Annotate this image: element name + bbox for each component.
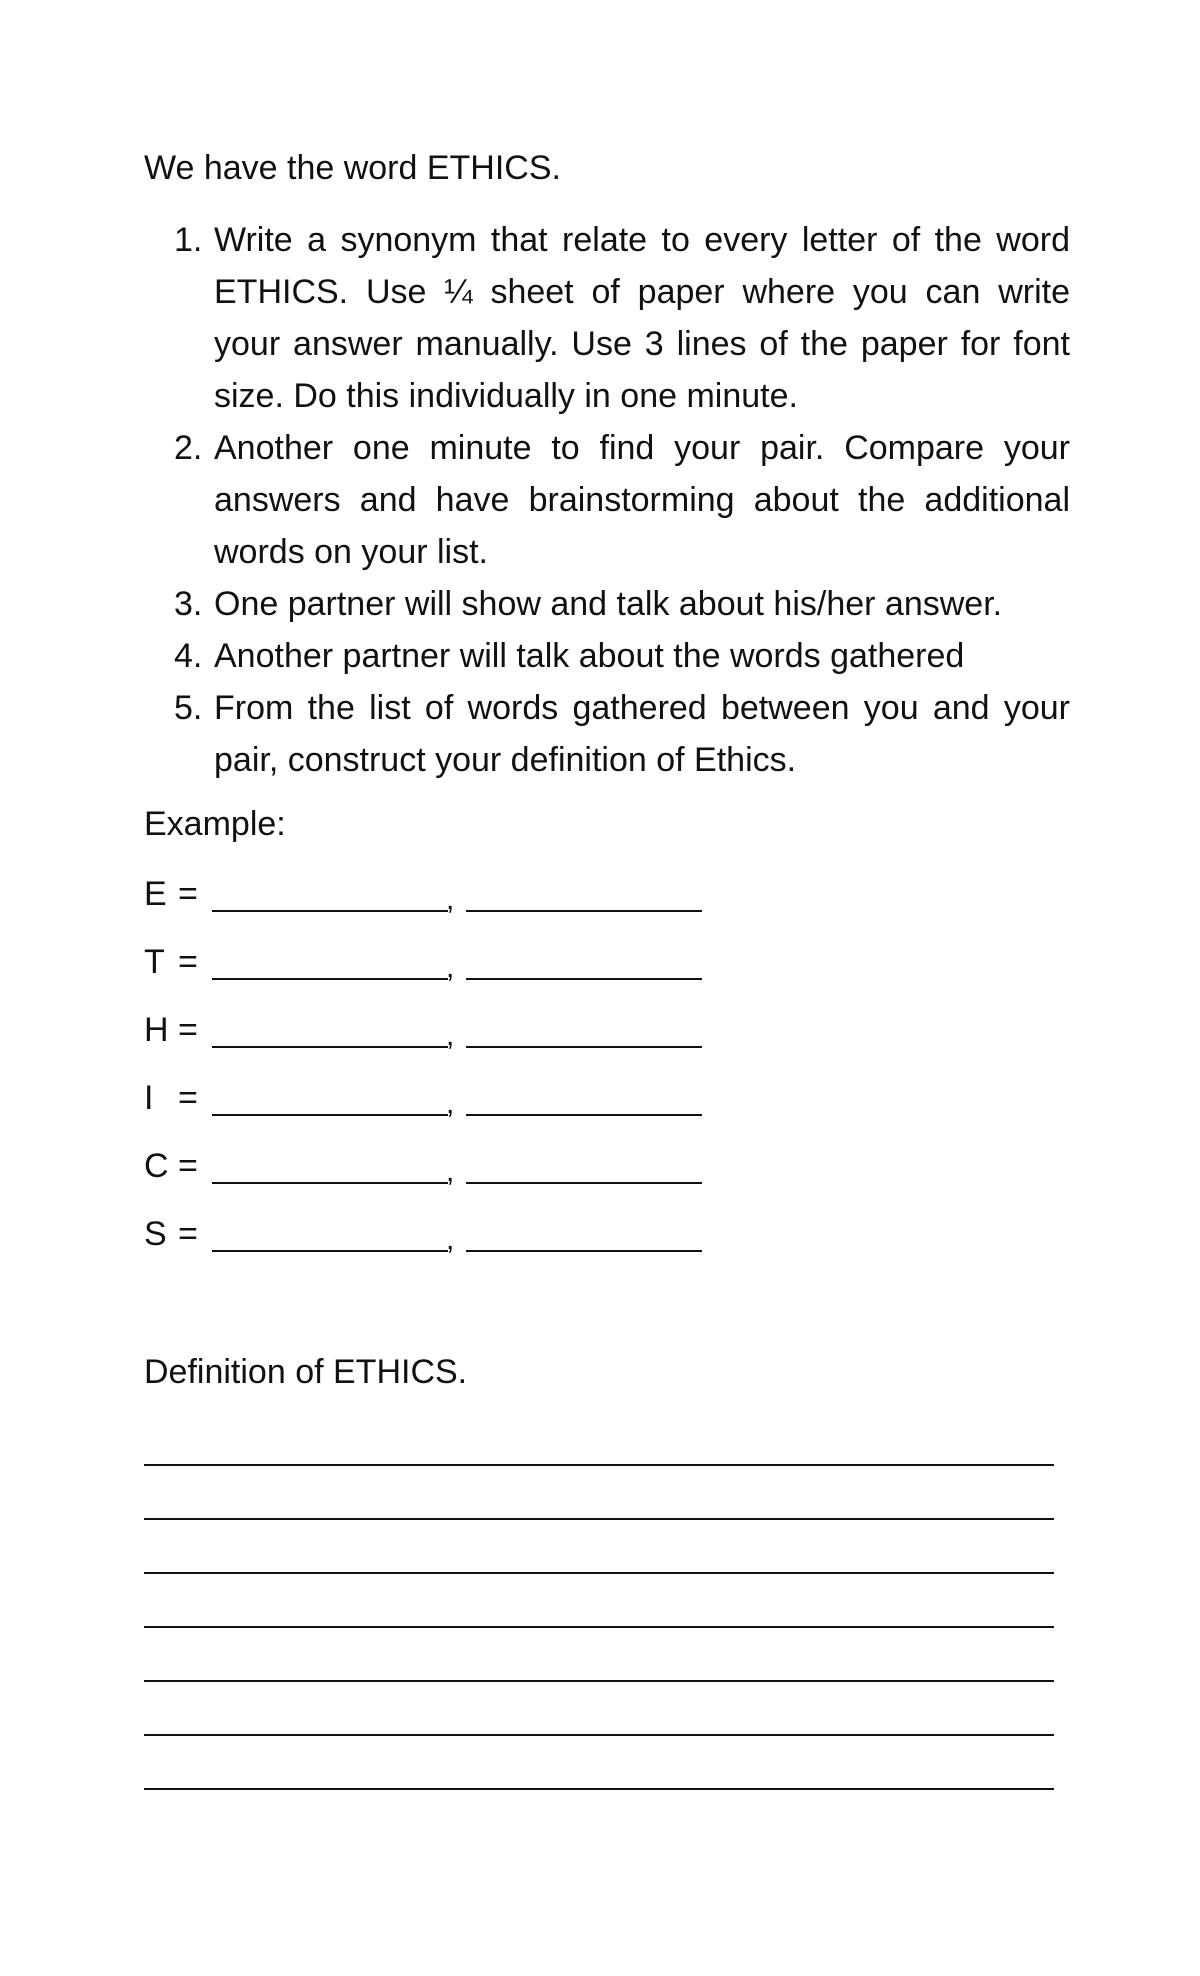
comma-separator: , — [446, 883, 455, 916]
example-label: Example: — [144, 805, 286, 843]
answer-blank[interactable] — [212, 1114, 448, 1116]
acrostic-row-i — [144, 1076, 844, 1144]
step-text: Write a synonym that relate to every letter of the word ETHICS. Use ¼ sheet of paper where you can write your answer manually. Use 3 lines of the paper for font size. Do this individually in one minute. — [214, 221, 1070, 415]
equals-sign: = — [178, 1011, 198, 1049]
row-letter: H — [144, 1011, 169, 1049]
answer-blank[interactable] — [466, 1114, 702, 1116]
intro-text: We have the word ETHICS. — [144, 149, 561, 187]
acrostic-row-s — [144, 1212, 844, 1280]
answer-blank[interactable] — [466, 1046, 702, 1048]
step-text: One partner will show and talk about his/her answer. — [214, 585, 1003, 623]
instruction-item — [144, 630, 1070, 682]
definition-line[interactable] — [144, 1412, 1054, 1466]
step-number: 1. — [174, 221, 203, 259]
answer-blank[interactable] — [212, 978, 448, 980]
row-letter: S — [144, 1215, 167, 1253]
definition-line[interactable] — [144, 1736, 1054, 1790]
equals-sign: = — [178, 1079, 198, 1117]
equals-sign: = — [178, 943, 198, 981]
acrostic-row-t — [144, 940, 844, 1008]
definition-line[interactable] — [144, 1520, 1054, 1574]
equals-sign: = — [178, 875, 198, 913]
instruction-item — [144, 578, 1070, 630]
step-text: From the list of words gathered between you and your pair, construct your definition of Ethics. — [214, 689, 1070, 779]
acrostic-row-e — [144, 872, 844, 940]
acrostic-row-h — [144, 1008, 844, 1076]
answer-blank[interactable] — [466, 978, 702, 980]
definition-label: Definition of ETHICS. — [144, 1353, 468, 1391]
answer-blank[interactable] — [466, 910, 702, 912]
equals-sign: = — [178, 1215, 198, 1253]
equals-sign: = — [178, 1147, 198, 1185]
definition-line[interactable] — [144, 1682, 1054, 1736]
step-number: 3. — [174, 585, 203, 623]
answer-blank[interactable] — [212, 1182, 448, 1184]
answer-blank[interactable] — [212, 1046, 448, 1048]
answer-blank[interactable] — [212, 1250, 448, 1252]
step-text: Another partner will talk about the words gathered — [214, 637, 965, 675]
row-letter: E — [144, 875, 167, 913]
comma-separator: , — [446, 1223, 455, 1256]
comma-separator: , — [446, 1155, 455, 1188]
step-number: 5. — [174, 689, 203, 727]
step-text: Another one minute to find your pair. Compare your answers and have brainstorming about the additional words on your list. — [214, 429, 1070, 571]
comma-separator: , — [446, 951, 455, 984]
definition-line[interactable] — [144, 1628, 1054, 1682]
comma-separator: , — [446, 1019, 455, 1052]
instruction-item — [144, 214, 1070, 422]
instruction-item — [144, 422, 1070, 578]
step-number: 4. — [174, 637, 203, 675]
step-number: 2. — [174, 429, 203, 467]
instruction-item — [144, 682, 1070, 786]
definition-answer-lines — [144, 1412, 1054, 1790]
answer-blank[interactable] — [212, 910, 448, 912]
row-letter: T — [144, 943, 165, 981]
definition-line[interactable] — [144, 1466, 1054, 1520]
row-letter: I — [144, 1079, 154, 1117]
acrostic-row-c — [144, 1144, 844, 1212]
row-letter: C — [144, 1147, 169, 1185]
instruction-list — [144, 214, 1070, 786]
comma-separator: , — [446, 1087, 455, 1120]
definition-line[interactable] — [144, 1574, 1054, 1628]
answer-blank[interactable] — [466, 1250, 702, 1252]
answer-blank[interactable] — [466, 1182, 702, 1184]
acrostic-rows — [144, 872, 844, 1280]
